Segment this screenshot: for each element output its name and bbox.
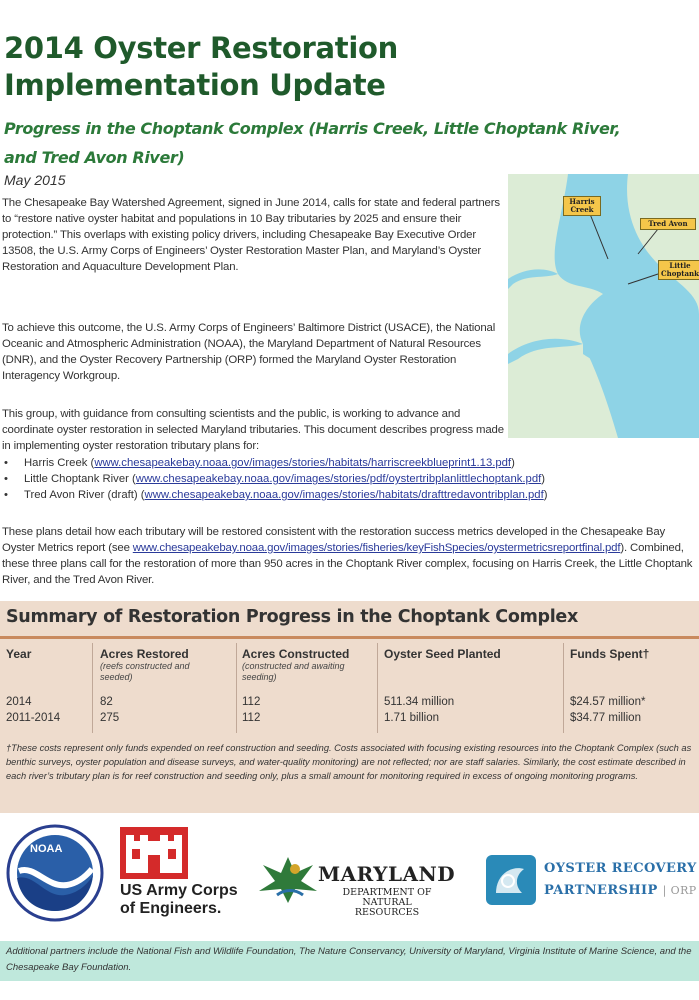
harris-creek-link[interactable]: www.chesapeakebay.noaa.gov/images/stories/habitats/harriscreekblueprint1.13.pdf bbox=[94, 457, 512, 469]
maryland-title: MARYLAND bbox=[318, 862, 456, 886]
orp-title: OYSTER RECOVERY bbox=[544, 861, 697, 876]
table-cell: 112 bbox=[242, 696, 261, 708]
tred-avon-link[interactable]: www.chesapeakebay.noaa.gov/images/stories/habitats/drafttredavontribplan.pdf bbox=[144, 489, 544, 501]
closing-text-before: These plans detail how each tributary will be restored consistent with the restoration success metrics developed in the Chesapeake Bay Oyster Metrics report (see bbox=[2, 526, 666, 554]
cost-footnote: †These costs represent only funds expended on reef construction and seeding. Costs associated with focusing existing resources into the Choptank Complex (such as benthic surveys, oyster population and disease surveys, and water-quality monitoring) are not reflected; nor are staff salaries. Similarly, the cost estimate described in each river’s tributary plan is for reef construction and seeding only, plus a small amount for monitoring required in excess of ongoing monitoring programs. bbox=[6, 743, 692, 781]
table-cell: 1.71 billion bbox=[384, 712, 439, 724]
maryland-dnr-emblem bbox=[255, 855, 321, 905]
oyster-metrics-link[interactable]: www.chesapeakebay.noaa.gov/images/stories/fisheries/keyFishSpecies/oystermetricsreportfinal.pdf bbox=[132, 542, 621, 554]
column-subheader: (constructed and awaiting seeding) bbox=[242, 661, 345, 682]
map-label-tred-avon: Tred Avon bbox=[640, 218, 696, 230]
group-paragraph: This group, with guidance from consulting scientists and the public, is working to advance and coordinate oyster restoration in selected Maryland tributaries. This document describes progress made in implementing oyster restoration tributary plans for: bbox=[2, 408, 504, 452]
orp-suffix: | ORP bbox=[662, 884, 697, 897]
summary-heading: Summary of Restoration Progress in the Choptank Complex bbox=[6, 607, 578, 627]
maryland-line-2: DEPARTMENT OF bbox=[342, 887, 432, 898]
page-subtitle bbox=[4, 114, 699, 172]
title-line-1: 2014 Oyster Restoration bbox=[4, 31, 398, 65]
publication-date: May 2015 bbox=[4, 172, 66, 188]
map-label-harris-creek: Harris Creek bbox=[563, 196, 601, 216]
table-cell: 2014 bbox=[6, 696, 32, 708]
page-title bbox=[4, 30, 398, 104]
column-oyster-seed bbox=[384, 647, 560, 661]
column-header: Funds Spent† bbox=[570, 647, 650, 661]
orp-line-2: PARTNERSHIP bbox=[544, 883, 658, 898]
list-item: • Little Choptank River (www.chesapeakebay.noaa.gov/images/stories/pdf/oystertribplanlittlechoptank.pdf) bbox=[0, 471, 548, 487]
orp-suffix-text: ORP bbox=[670, 884, 697, 897]
title-line-2: Implementation Update bbox=[4, 68, 386, 102]
summary-divider bbox=[0, 636, 699, 639]
subtitle-line-1: Progress in the Choptank Complex (Harris Creek, Little Choptank River, bbox=[4, 119, 621, 138]
column-year bbox=[6, 647, 90, 661]
usace-line-2: of Engineers. bbox=[120, 900, 222, 917]
column-divider bbox=[377, 643, 378, 733]
link-name: Little Choptank River bbox=[24, 473, 129, 485]
subtitle-line-2: and Tred Avon River) bbox=[4, 148, 185, 167]
maryland-line-3: NATURAL RESOURCES bbox=[354, 897, 420, 918]
column-acres-restored bbox=[100, 647, 232, 683]
column-header: Year bbox=[6, 647, 32, 661]
column-header: Oyster Seed Planted bbox=[384, 647, 501, 661]
partners-note: Additional partners include the National Fish and Wildlife Foundation, The Nature Conservancy, University of Maryland, Virginia Institute of Marine Science, and the Chesapeake Bay Foundation. bbox=[6, 946, 692, 973]
column-header: Acres Restored bbox=[100, 647, 189, 661]
link-name: Tred Avon River (draft) bbox=[24, 489, 138, 501]
partner-logos bbox=[0, 815, 699, 940]
closing-text-after: ). Combined, these three plans call for the restoration of more than 950 acres in the Choptank River complex, focusing on Harris Creek, the Little Choptank River, and the Tred Avon River. bbox=[2, 542, 693, 586]
column-acres-constructed bbox=[242, 647, 374, 683]
partners-band bbox=[0, 941, 699, 981]
orp-partnership bbox=[544, 883, 697, 898]
column-divider bbox=[236, 643, 237, 733]
workgroup-paragraph: To achieve this outcome, the U.S. Army Corps of Engineers’ Baltimore District (USACE), the National Oceanic and Atmospheric Administration (NOAA), the Maryland Department of Natural Resources (DNR), and the Oyster Recovery Partnership (ORP) formed the Maryland Oyster Restoration Interagency Workgroup. bbox=[2, 322, 496, 382]
noaa-text: NOAA bbox=[30, 843, 63, 855]
column-subheader: (reefs constructed and seeded) bbox=[100, 661, 190, 682]
map-label-little-choptank: Little Choptank bbox=[658, 260, 699, 280]
table-cell: $34.77 million bbox=[570, 712, 641, 724]
usace-text bbox=[120, 882, 238, 918]
maryland-dnr-text bbox=[332, 888, 442, 918]
column-header: Acres Constructed bbox=[242, 647, 350, 661]
table-cell: $24.57 million* bbox=[570, 696, 646, 708]
link-name: Harris Creek bbox=[24, 457, 88, 469]
intro-paragraph: The Chesapeake Bay Watershed Agreement, signed in June 2014, calls for state and federal partners to “restore native oyster habitat and populations in 10 Bay tributaries by 2025 and ensure their protection.” This overlaps with existing policy drivers, including Chesapeake Bay Executive Order 13508, the U.S. Army Corps of Engineers’ Oyster Restoration Master Plan, and Maryland’s Oyster Restoration and Aquaculture Development Plan. bbox=[2, 197, 500, 273]
noaa-logo bbox=[5, 823, 105, 923]
column-funds-spent bbox=[570, 647, 695, 661]
table-cell: 275 bbox=[100, 712, 120, 724]
list-item: • Tred Avon River (draft) (www.chesapeakebay.noaa.gov/images/stories/habitats/drafttredavontribplan.pdf) bbox=[0, 487, 548, 503]
choptank-map bbox=[508, 174, 699, 438]
summary-panel bbox=[0, 601, 699, 813]
table-cell: 82 bbox=[100, 696, 113, 708]
table-cell: 511.34 million bbox=[384, 696, 455, 708]
usace-line-1: US Army Corps bbox=[120, 882, 238, 899]
table-cell: 112 bbox=[242, 712, 261, 724]
usace-castle-logo bbox=[120, 827, 188, 879]
column-divider bbox=[563, 643, 564, 733]
tributary-plan-list bbox=[0, 455, 548, 503]
map-drawing bbox=[508, 174, 699, 438]
table-cell: 2011-2014 bbox=[6, 712, 61, 724]
closing-paragraph bbox=[2, 524, 697, 588]
little-choptank-link[interactable]: www.chesapeakebay.noaa.gov/images/stories/pdf/oystertribplanlittlechoptank.pdf bbox=[135, 473, 542, 485]
column-divider bbox=[92, 643, 93, 733]
orp-logo-icon bbox=[486, 855, 536, 905]
list-item: • Harris Creek (www.chesapeakebay.noaa.gov/images/stories/habitats/harriscreekblueprint1.13.pdf) bbox=[0, 455, 548, 471]
